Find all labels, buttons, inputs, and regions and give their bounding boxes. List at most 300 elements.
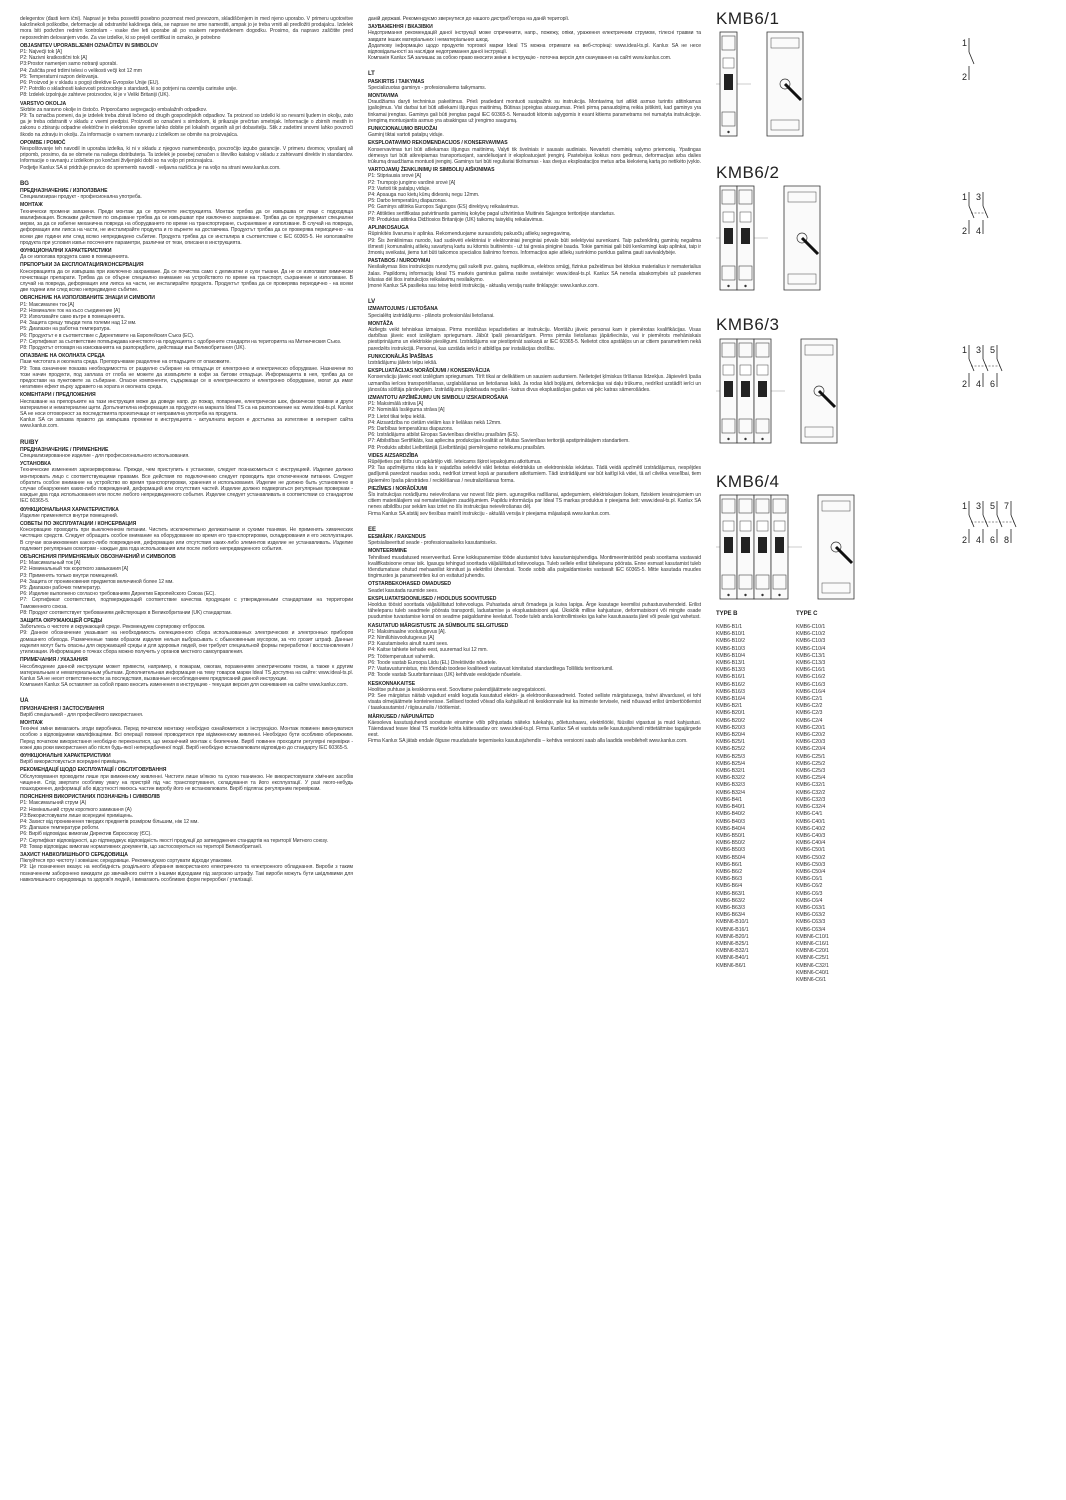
- section-paragraph: P7: Atbilstības Sertifikāts, kas apliecina produkcijas kvalitāt ar Muitas Savienības teritorijā apstiprinātajiem standartiem.: [368, 438, 630, 445]
- text-section: [20, 767, 353, 792]
- section-paragraph: Hoolitse puhtuse ja keskkonna eest. Soovitame pakendijäätmete segregatsiooni.: [368, 686, 546, 693]
- text-section: [368, 581, 701, 593]
- type-item: KMB6-B50/4: [716, 854, 745, 861]
- terminal-number: 6: [990, 534, 995, 545]
- section-paragraph: P5: Диапазон рабочих температур.: [20, 585, 102, 592]
- type-item: KMBN6-B25/1: [716, 940, 749, 947]
- type-item: KMBN6-C40/1: [796, 969, 829, 976]
- type-item: KMB6-C10/1: [796, 624, 826, 631]
- section-heading: EESMÄRK / RAKENDUS: [368, 534, 426, 541]
- section-heading: ПРЕДНАЗНАЧЕНИЕ / ПРИМЕНЕНИЕ: [20, 446, 109, 453]
- type-item: KMB6-C6/2: [796, 883, 823, 890]
- text-section: [20, 521, 353, 552]
- type-item: KMB6-C40/3: [796, 832, 826, 839]
- section-paragraph: P9: Това означение показва необходимостта от разделно събиране на отпадъци от електронно и електрическо оборудване. Назначени по този начин продукти, под заплаха от глоба не можете да изхвърлите в кофи за битови отпадъци. Информацията в нея, трябва да се предостави на пунктовете за събиране. Опасни компоненти, съдържащи се в електрическото и електронно оборудване, могат да имат негативен ефект върху здравето на хората и околната среда.: [20, 365, 353, 391]
- text-section: [20, 720, 353, 751]
- text-section: [20, 16, 353, 41]
- language-code: UA: [20, 698, 29, 705]
- terminal-number: 2: [962, 378, 967, 389]
- text-section: [20, 852, 353, 883]
- type-item: KMB6-B16/4: [716, 696, 745, 703]
- section-paragraph: P1: Максимален ток [A]: [20, 301, 75, 308]
- section-paragraph: Seadet kasutada ruumide sees.: [368, 587, 439, 594]
- section-paragraph: Draudžiama daryti techninius pakeitimus. Prieš pradedant montuoti susipažink su instrukcija. Montavimą turi atlikti asmuo turintis atitinkamus įgaliojimus. Visi darbai turi būti atliekami išjungus maitinimą. Būtinas įsprėgtas atsargumas. Prieš pirmą panaudojimą reikia įsitikinti, kad gaminys yra tinkamai įrengtas. Gaminys gali būti įrengtas pagal IEC 60365-5. Nenaudoti kitomis sąlygomis ir esant kitiems parametrams nei numatyta instrukcijoje. Įrengimą montuojantis asmuo yra atsakingas už įrengimo saugumą.: [368, 99, 701, 124]
- type-item: KMB6-C25/4: [796, 775, 826, 782]
- type-item: KMB6-C40/1: [796, 818, 826, 825]
- section-paragraph: Šīs instrukcijas norādījumu neievērošana var novest līdz piem. ugunsgrēka radīšanai, apdegumiem, elektriskajam šokam, fiziskiem ievainojumiem un citiem materiālajiem vai nemateriālajiem zaudējumiem. Papildu informācija par Ideal TS markas produktus ir pieejama šeit: www.ideal-ts.pl. Kanlux SA nenes atbildību par sekām kas izriet no šīs instrukcijas neievērošanas dēļ.: [368, 492, 701, 511]
- text-section: [368, 79, 701, 91]
- type-b-header: TYPE B: [716, 610, 738, 617]
- type-item: KMB6-B25/2: [716, 746, 745, 753]
- section-paragraph: P3: Применять только внутри помещений.: [20, 572, 119, 579]
- section-paragraph: P3: Vartoti tik patalpų viduje.: [368, 185, 431, 192]
- section-paragraph: Да се използва продукта само в помещенията.: [20, 254, 129, 261]
- type-item: KMB6-C20/1: [796, 724, 826, 731]
- section-paragraph: P9: Šis ženklinimas nurodo, kad sudėvėti elektriniai ir elektroniniai įrenginiai privalo būti selektyviai surenkami. Taip paženklintų gaminių negalima išmesti į komunalinių atliekų savartyną kartu su kitomis buitinėmis - už tai gresia piniginė bauda. Tokie gaminiai gali būti kenksmingi kaip aplinkai, taip ir žmonių sveikatai, jiems turi būti taikomos specialios šalinimo formos. Informacijos apie atliekų surinkimo punktus galima gauti savivaldybėje.: [368, 237, 701, 256]
- type-item: KMB6-B13/1: [716, 660, 745, 667]
- type-item: KMB6-C20/4: [796, 746, 826, 753]
- terminal-number: 2: [962, 226, 967, 237]
- type-item: KMB6-B40/3: [716, 818, 745, 825]
- text-section: [20, 43, 353, 99]
- type-c-header: TYPE C: [796, 610, 818, 617]
- section-heading: MONTEERIMINE: [368, 548, 408, 555]
- section-heading: FUNKCIONALUMO BRUOŽAI: [368, 126, 438, 133]
- screw: [744, 594, 746, 596]
- type-item: KMBN6-C6/1: [796, 976, 827, 983]
- section-paragraph: P8: Toode vastab Suurbritanniaas (UK) kehtivate eeskirjade nõuetele.: [368, 672, 522, 679]
- text-section: [368, 225, 701, 256]
- terminal-number: 3: [976, 192, 981, 203]
- screw: [761, 437, 763, 439]
- text-section: [368, 93, 701, 124]
- breaker-model: [716, 163, 1056, 296]
- text-section: [368, 714, 701, 745]
- type-item: KMB6-B20/1: [716, 710, 745, 717]
- label-window: [740, 521, 751, 531]
- screw: [744, 285, 746, 287]
- section-heading: EKSPLUATATSIOONILISED / HOOLDUS SOOVITUSED: [368, 595, 497, 602]
- breaker-model: [716, 471, 1056, 605]
- type-item: KMB6-C40/2: [796, 825, 826, 832]
- section-paragraph: P7: Сертификат за съответствие потвърждава качеството на продукцията с одобрените стандарти на територията на Митническия Съюз.: [20, 338, 342, 345]
- toggle-lever: [724, 381, 733, 397]
- section-paragraph: P1: Maksimālā strāva [A]: [368, 401, 424, 408]
- terminal-number: 8: [1004, 534, 1009, 545]
- breaker-model: [716, 9, 1056, 142]
- label-window: [757, 521, 768, 531]
- section-heading: МОНТАЖ: [20, 202, 43, 209]
- section-paragraph: P4: Защита от проникновения предметов величиной более 12 мм.: [20, 578, 174, 585]
- section-paragraph: Пази чистотата и околната среда. Препоръчваме разделяне на отпадъците от опаковките.: [20, 359, 231, 366]
- text-section: [368, 354, 701, 366]
- terminal-number: 2: [962, 534, 967, 545]
- section-paragraph: Неспазване на препоръките на тази инструкция може да доведе напр. до пожар, попарение, електрически шок, физически травми и други материални и нематериални щети. Допълнителна информация за продукти на марката Ideal TS са на разположение на: www.ideal-ts.pl. Kanlux SA не носи отговорност за последствията произтичащи от неправилна употреба на продукта.: [20, 398, 353, 417]
- section-paragraph: Firma Kanlux SA jätab endale õiguse muudatuste tegemiseks kasutusjuhendis – kehtiva versiooni saab alla laadida veebilehelt www.kanlux.com.: [368, 738, 688, 745]
- section-paragraph: P9: Данное обозначение указывает на необходимость селекционного сбора использованных электрических и электронных приборов домашнего обихода. Размеченные таким образом изделия нельзя выбрасывать с обыкновенным мусором, за что грозит штраф. Данные изделия могут быть опасны для окружающей среды и для здоровья людей, они требуют специальной формы переработки / восстановления / утилизации. Информацию о точках сбора можно получить у органов местного самоуправления.: [20, 630, 353, 656]
- type-item: KMB6-C20/2: [796, 732, 826, 739]
- type-item: KMB6-C63/3: [796, 919, 826, 926]
- text-section: [368, 534, 701, 546]
- type-item: KMB6-B32/4: [716, 789, 745, 796]
- section-heading: ФУНКЦИОНАЛЬНАЯ ХАРАКТЕРИСТИКА: [20, 506, 119, 513]
- type-item: KMB6-B6/4: [716, 883, 743, 890]
- label-window: [740, 212, 751, 222]
- section-paragraph: P6: Proizvod je v skladu s pogoji direktive Evropske Unije (EU).: [20, 80, 160, 87]
- model-title: KMB6/3: [716, 315, 780, 335]
- section-paragraph: Nespoštovanje teh navodil in uporaba izdelka, ki ni v skladu z njegovo namembnostjo, povzročijo izgubo garancije. V primeru dvomov, vprašanj ali pripomb, prosimo, da se obrnete na našega distributerja. Ta izdelek je posebej označen s številko katalog v skladu z zahtevami direktiv in standardov. Informacije o ravnanju z izdelkom po končani življenjski dobi so na voljo pri proizvajalcu.: [20, 146, 353, 165]
- label-window: [740, 365, 751, 375]
- type-item: KMB6-C16/3: [796, 681, 826, 688]
- text-section: [368, 596, 701, 621]
- section-paragraph: Konservāciju jāveic esot izslēgtam spriegumam. Tīrīt tikai ar delikātiem un sausiem audumiem. Nelietojiet ķīmiskus tīrīšanas līdzekļus. Jāpievērš īpaša uzmanība ierīces transportēšanas, uzglabāšanas un lietošanas laikā. Ja rodas kādi bojājumi, deformācijas vai daļu trūkums, nedrīkst uzstādīt ierīci un jānosūta sūtītāja pārdevējam. Izstrādājums jāpārbauda regulāri - katrus divus ekspluatācijas gadus vai pēc katras sāmerošādes.: [368, 374, 701, 393]
- type-item: KMB6-C16/2: [796, 674, 826, 681]
- section-paragraph: Skrbite za naravno okolje in čistočo. Priporočamo segregacijo embalažnih odpadkov.: [20, 106, 207, 113]
- text-section: [20, 753, 353, 765]
- terminal-number: 4: [976, 226, 981, 237]
- type-item: KMB6-B40/2: [716, 811, 745, 818]
- section-paragraph: Nesilaikymas šios instrukcijos nurodymų gali sukelti pvz. gaisrą, nuplikimus, elektros smūgį, fizinius pažeidimus bei kitokius materialius ir nematerialius žalas. Papildomų informacijų Ideal TS markės gaminius galima rasite svetainėje: www.ideal-ts.pl. Kanlux SA neneša atsakomybės už pasekmes kilusias dėl šios instrukcijos reikalavimų nesilaikymo.: [368, 264, 701, 283]
- section-paragraph: Обслуговування проводити лише при вимкненому живленні. Чистити лише м'якою та сухою тканиною. Не використовувати хімічних засобів чищення. Слід звертати особливу увагу на пристрій під час транспортування, складування та його експлуатації. У разі якого-небудь пошкодження, деформації або відсутності якихось частин виробу його не встановлювати. Виріб підлягає регулярним перевіркам.: [20, 773, 353, 792]
- terminal-number: 4: [976, 534, 981, 545]
- section-paragraph: P4: Apsauga nuo kietų kūnų didesnių negu 12mm.: [368, 192, 480, 199]
- type-item: KMB6-C4/1: [796, 811, 823, 818]
- schematic-contact: [983, 515, 988, 527]
- type-item: KMB6-B40/4: [716, 825, 745, 832]
- type-b-column: [716, 611, 796, 984]
- terminal-number: 3: [976, 500, 981, 511]
- section-paragraph: P2: Nimilühisvoolutugevus [A]: [368, 635, 434, 642]
- type-item: KMB6-B25/3: [716, 753, 745, 760]
- text-section: [368, 258, 701, 289]
- section-heading: КОМЕНТАРИ / ПРЕДЛОЖЕНИЯ: [20, 392, 96, 399]
- terminal-number: 1: [962, 38, 967, 49]
- section-paragraph: P9: Ta označba pomeni, da je izdelek treba zbirati ločeno od drugih gospodinjskih odpadkov. Ta proizvod so izdelki ki so nevarni ljudem in okolju, zato ga je treba odstraniti v skladu z vsemi predpisi. Proizvodi so označeni s simbolom, ki prikazuje prečrtan smetnjak. Informacije o zbirnih mestih in zakonu o zbiranju odpadne električne in elektronske opreme lahko dobite pri lokalnih organih ali pri dobavitelju. Stik z zadetimi snovmi lahko povzroči škodo na zdravju in okolju. Za informacije o varnem ravnanju z izdelkom se obrnite na proizvajalca.: [20, 113, 353, 138]
- language-code: BG: [20, 180, 29, 187]
- section-heading: СОВЕТЫ ПО ЭКСПЛУАТАЦИИ / КОНСЕРВАЦИЯ: [20, 521, 137, 528]
- terminal-number: 5: [990, 344, 995, 355]
- section-paragraph: Specialētq izstrādājums - plānots profesionālai lietošanai.: [368, 312, 495, 319]
- label-window: [757, 365, 768, 375]
- type-item: KMB6-C16/1: [796, 667, 826, 674]
- type-item: KMB6-C2/4: [796, 717, 823, 724]
- section-paragraph: P7: Vastavustunnistus, mis tõendab toodese kvaliteedi vastavust kinnitatud standarditega Tolliliidu territooriumil.: [368, 666, 614, 673]
- type-item: KMB6-B6/3: [716, 876, 743, 883]
- section-heading: ПРЕДНАЗНАЧЕНИЕ / ИЗПОЛЗВАНЕ: [20, 188, 108, 195]
- section-paragraph: даній державі. Рекомендуємо звернутися до нашого дистриб'ютора на даній території.: [368, 16, 570, 22]
- section-paragraph: P5: Діапазон температури роботи.: [20, 825, 100, 832]
- section-paragraph: P6: Izstrādājums atbilst Eiropas Savienības direktīvu prasībām (ES).: [368, 432, 519, 439]
- text-section: [20, 706, 353, 718]
- schematic-contact: [983, 359, 988, 371]
- section-paragraph: Rūpējieties par tīrību un apkārtējo vidi. Ieteicams šķirot iepakojumu atkritumus.: [368, 459, 542, 465]
- section-paragraph: Firma Kanlux SA atstāj sev tiesības mainīt instrukciju - aktuālā versija ir pieejama mājaslapā www.kanlux.com.: [368, 510, 611, 517]
- text-section: [20, 507, 353, 519]
- toggle-lever: [724, 228, 733, 244]
- text-section: [20, 618, 353, 655]
- type-item: KMB6-B63/4: [716, 912, 745, 919]
- toggle-lever: [741, 381, 750, 397]
- section-heading: FUNKCIONĀLĀS ĪPAŠĪBAS: [368, 353, 433, 360]
- section-paragraph: P8: Продуктът отговаря на изискванията на разпоредбите, действащи във Великобритания (UK).: [20, 344, 246, 351]
- type-item: KMB6-B20/4: [716, 732, 745, 739]
- section-paragraph: P1: Максимальний струм (A): [20, 800, 87, 807]
- text-section: [368, 126, 701, 138]
- type-item: KMB6-C63/2: [796, 912, 826, 919]
- terminal-number: 1: [962, 500, 967, 511]
- screw: [727, 594, 729, 596]
- section-paragraph: P8: Produktas atitinka Didžiosios Britanijoje (UK) taikomų taisyklių reikalavimus.: [368, 216, 544, 223]
- toggle-lever: [775, 537, 784, 553]
- section-heading: ЗАУВАЖЕННЯ / ВКАЗІВКИ: [368, 24, 433, 31]
- section-heading: ЗАХИСТ НАВКОЛИШНЬОГО СЕРЕДОВИЩА: [20, 851, 128, 858]
- section-paragraph: P3:Prostor namenjen samo notranji uporabi.: [20, 61, 118, 68]
- section-paragraph: P6: Виріб відповідає вимогам Директив Євросоюзу (ЄС).: [20, 831, 152, 838]
- text-section: [368, 395, 701, 451]
- schematic-contact: [997, 359, 1002, 371]
- section-paragraph: Izstrādājumu jālieto telpu iekšā.: [368, 359, 438, 366]
- screw: [727, 285, 729, 287]
- section-paragraph: P5: Temperaturni razpon delovanja.: [20, 73, 99, 80]
- section-heading: ПОЯСНЕННЯ ВИКОРИСТАНИХ ПОЗНАЧЕНЬ І СИМВОЛІВ: [20, 794, 160, 801]
- type-item: KMB6-C6/3: [796, 890, 823, 897]
- section-paragraph: Įmonė Kanlux SA pasilieka sau teisę keisti instrukciją - aktualią versiją rasite tinklapyje: www.kanlux.com.: [368, 282, 599, 289]
- schematic-contact: [969, 52, 974, 64]
- section-paragraph: P5: Darbo temperatūrų diapazonas.: [368, 198, 448, 205]
- toggle-lever: [724, 537, 733, 553]
- type-item: KMB6-C10/4: [796, 645, 826, 652]
- terminal-number: 6: [990, 378, 995, 389]
- text-section: [368, 453, 701, 484]
- type-item: KMB6-C25/1: [796, 753, 826, 760]
- text-section: [368, 167, 701, 223]
- breaker-model: [716, 315, 1056, 448]
- type-item: KMB6-C32/2: [796, 789, 826, 796]
- type-item: KMB6-B4/1: [716, 796, 743, 803]
- schematic-contact: [969, 359, 974, 371]
- screw: [727, 131, 729, 133]
- schematic-contact: [969, 515, 974, 527]
- section-paragraph: P4: Kaitse tahkete kehade eest, suuremad kui 12 mm.: [368, 647, 488, 654]
- type-item: KMB6-C50/3: [796, 861, 826, 868]
- section-heading: IZMANTOTU APZĪMĒJUMU UN SIMBOLU IZSKAIDROŠANA: [368, 394, 509, 401]
- type-item: KMBN6-C16/1: [796, 940, 829, 947]
- type-item: KMB6-B63/2: [716, 897, 745, 904]
- type-item: KMB6-B1/1: [716, 624, 743, 631]
- section-heading: ПРИЗНАЧЕННЯ / ЗАСТОСУВАННЯ: [20, 705, 104, 712]
- section-heading: EKSPLOATAVIMO REKOMENDACIJOS / KONSERVAVIMAS: [368, 140, 508, 147]
- section-paragraph: P2: Trumpojo jungimo vardinė srovė [A]: [368, 179, 456, 186]
- breaker-drawing: [716, 485, 1046, 605]
- section-heading: ФУНКЦІОНАЛЬНІ ХАРАКТЕРИСТИКИ: [20, 752, 111, 759]
- section-paragraph: P4: Захист від проникнення твердих предметів розміром більшим, ніж 12 мм.: [20, 818, 199, 825]
- type-item: KMB6-B10/1: [716, 631, 745, 638]
- type-item: KMB6-B6/1: [716, 861, 743, 868]
- section-paragraph: P4: Защита срещу твърди тела големи над 12 мм.: [20, 320, 137, 327]
- language-code: RU/BY: [20, 439, 39, 446]
- type-item: KMBN6-B10/1: [716, 919, 749, 926]
- text-column-left: [20, 16, 353, 885]
- label-window: [723, 212, 734, 222]
- section-heading: KASUTATUD MÄRGISTUSTE JA SÜMBOLITE SELGITUSED: [368, 622, 509, 629]
- section-paragraph: Технічні зміни вимагають згоди виробника. Перед початком монтажу необхідно ознайомитися з інструкцією. Монтаж повинен виконуватися особою з відповідними кваліфікаціями. Всі операції повинні проводитися при відімкненому живленні. Необхідно бути особливо обережним. Перед початком використання необхідно переконатися, що механічний монтаж є безпечним. Виріб повинен проходити регулярні перевірки - кожні два роки використання або після будь-якої непередбаченої події. Виріб необхідно встановлювати відповідно до стандарту IEC 60365-5.: [20, 726, 353, 751]
- type-item: KMB6-B6/2: [716, 868, 743, 875]
- text-section: [20, 657, 353, 688]
- section-paragraph: P4: Zaščita pred trdimi telesi o velikosti večji kot 12 mm: [20, 67, 142, 74]
- section-paragraph: Gaminį tiktai vartoti patalpų viduje.: [368, 132, 444, 139]
- section-paragraph: delegentov (đasti kem ični). Napravi je treba posvetiti posebno pozornost med prevozom, skladiščenjem in med njeno uporabo. V primeru ugotovitve kakršnekoli poškodbe, deformacije ali odstranitvi kakšnega dela, se naprave ne sme namestiti, ampak jo je treba vrniti ali predložiti prodajalcu. Izdelek mora biti podvržen rednim kontrolam - vsake dve leti uporabe ali po vsakem nepredvidenem dogodku. Prosimo, da napravo zaščitite pred neposrednim delovanjem vode. Za vse izdelke, ki so prejeli certifikat in oznako, je potrebno: [20, 16, 353, 41]
- type-item: KMB6-B25/1: [716, 739, 745, 746]
- section-paragraph: Компания Kanlux SA оставляет за собой право вносить изменения в инструкцию - текущая версия для скачивания на сайте www.kanlux.com.: [20, 682, 348, 689]
- type-item: KMB6-B50/2: [716, 840, 745, 847]
- type-item: KMB6-B16/1: [716, 674, 745, 681]
- section-heading: ПРЕПОРЪКИ ЗА ЕКСПЛОАТАЦИЯ/КОНСЕРВАЦИЯ: [20, 262, 144, 269]
- type-item: KMB6-B40/1: [716, 804, 745, 811]
- text-section: [368, 681, 701, 712]
- type-item: KMB6-B10/4: [716, 652, 745, 659]
- type-item: KMB6-C32/3: [796, 796, 826, 803]
- text-section: [368, 486, 701, 517]
- breaker-drawing: [716, 176, 1046, 296]
- type-item: KMBN6-B40/1: [716, 955, 749, 962]
- type-item: KMB6-B13/3: [716, 667, 745, 674]
- section-heading: МОНТАЖ: [20, 719, 43, 726]
- text-section: [20, 554, 353, 616]
- type-item: KMB6-B25/4: [716, 760, 745, 767]
- section-paragraph: P3: Kasutamiseks ainult ruumi sees.: [368, 641, 449, 648]
- type-item: KMB6-B32/3: [716, 782, 745, 789]
- terminal-number: 1: [962, 344, 967, 355]
- type-item: KMB6-B2/1: [716, 703, 743, 710]
- section-paragraph: Недотримання рекомендацій даної інструкції може спричинити, напр., пожежу, опіки, ураження електричним струмом, тілесні травми та завдати інших матеріальних і нематеріальних шкод.: [368, 30, 701, 43]
- text-column-middle: [368, 16, 701, 747]
- section-paragraph: Додаткову інформацію щодо продуктів торгової марки Ideal TS можна отримати на веб-сторінці: www.ideal-ts.pl. Kanlux SA не несе відповідальності за наслідки недотримання даної інструкції.: [368, 42, 701, 56]
- type-item: KMBN6-C25/1: [796, 955, 829, 962]
- type-item: KMBN6-B20/1: [716, 933, 749, 940]
- model-title: KMB6/2: [716, 163, 780, 183]
- section-paragraph: P4: Aizsardzība no cietām vielām kas ir lielākas nekā 12mm.: [368, 419, 502, 426]
- section-paragraph: P8: Izdelek izpolnjuje zahteve proizvodov, ki je v Veliki Britaniji (UK).: [20, 92, 170, 99]
- model-title: KMB6/1: [716, 9, 780, 28]
- section-paragraph: P6: Изделие выполнено согласно требованиям Директив Европейского Союза (ЕС).: [20, 591, 216, 598]
- section-paragraph: P5: Darbības temperatūras diapazons.: [368, 425, 454, 432]
- type-item: KMB6-C50/1: [796, 847, 826, 854]
- section-heading: OBJASNITEV UPORABLJENIH OZNAČITEV IN SIMBOLOV: [20, 42, 158, 49]
- section-paragraph: Kanlux SA си запазва правото да извършва промени в инструкцията - актуалната версия е достъпна за изтегляне в интернет сайта www.kanlux.com.: [20, 417, 353, 430]
- schematic-contact: [983, 206, 988, 218]
- type-item: KMB6-C13/1: [796, 652, 826, 659]
- type-item: KMB6-B10/3: [716, 645, 745, 652]
- text-section: [368, 16, 701, 22]
- text-section: [20, 353, 353, 390]
- section-paragraph: Специализированное изделие - для профессионального использования.: [20, 453, 190, 459]
- section-paragraph: Консервацията да се извършва при изключено захранване. Да се почиства само с деликатни и сухи тъкани. Да не се използват химически почистващи препарати. Трябва да се обърне специално внимание на устройството по време на транспорт, съхранение и използване. В случай на повреда, деформация или липса на части, не инсталирайте продукта. Продуктът трябва да се проверява периодично - на всеки две години или след всяко непредвидено събитие.: [20, 268, 353, 294]
- type-item: KMBN6-B32/1: [716, 948, 749, 955]
- type-item: KMB6-C20/3: [796, 739, 826, 746]
- type-item: KMB6-B10/2: [716, 638, 745, 645]
- toggle-lever: [741, 228, 750, 244]
- text-section: [20, 794, 353, 850]
- section-paragraph: Konservavimas turi būti atliekamas išjungus maitinimą. Valyti tik švelniais ir sausais audiniais. Nevartoti cheminių valymo priemonių. Ypatingas dėmesys turi būti atkreipiamas transportuojant, sandėliuojant ir eksploatuojant įrenginį. Pastebėjus kokius nors gedimus, deformacijas arba dalies trūkumą draudžiama montuoti įrenginį. Gaminys turi būti reguliariai tikrinamas - kas dvejus eksploatacijos metus arba kiekvieną kartą po netikėto įvykio.: [368, 146, 701, 166]
- section-paragraph: Компанія Kanlux SA залишає за собою право вносити зміни в інструкцію - поточна версія для скачування на сайті www.kanlux.com.: [368, 55, 672, 62]
- section-heading: ФУНКЦИОНАЛНИ ХАРАКТЕРИСТИКИ: [20, 247, 112, 254]
- section-heading: ОБЪЯСНЕНИЯ ПРИМЕНЯЕМЫХ ОБОЗНАЧЕНИЙ И СИМВОЛОВ: [20, 554, 176, 561]
- text-section: [368, 306, 701, 318]
- section-paragraph: P7: Potrdilo o skladnosti kakovosti proizvodnje s standardi, ki so potrjeni na ozemlju carinske unije.: [20, 86, 238, 93]
- section-paragraph: Изделие применяется внутри помещений.: [20, 512, 119, 519]
- type-item: KMB6-C6/4: [796, 897, 823, 904]
- terminal-number: 4: [976, 378, 981, 389]
- type-item: KMB6-C6/1: [796, 876, 823, 883]
- section-paragraph: P6: Toode vastab Euroopa Liidu (EL) Direktiivide nõuetele.: [368, 659, 497, 666]
- section-paragraph: Виріб спеціальний - для професійного використання.: [20, 711, 144, 718]
- section-paragraph: P6: Продуктът е в съответствие с Директивите на Европейския Съюз (ЕС).: [20, 332, 195, 339]
- toggle-lever: [758, 537, 767, 553]
- section-paragraph: P1: Stipriausia srovė [A]: [368, 173, 422, 180]
- section-paragraph: P8: Товар відповідає вимогам нормативних документів, що застосовуються на території Великобританії.: [20, 843, 263, 850]
- type-item: KMB6-C10/2: [796, 631, 826, 638]
- text-section: [368, 24, 701, 61]
- breaker-drawing: [716, 22, 1046, 142]
- label-window: [723, 365, 734, 375]
- section-paragraph: P2: Номинален ток на късо съединение [A]: [20, 307, 120, 314]
- section-paragraph: Заботьтесь о чистоте и окружающей среде. Рекомендуем сортировку отбросов.: [20, 624, 206, 631]
- language-code: LV: [368, 299, 376, 306]
- type-item: KMBN6-C20/1: [796, 948, 829, 955]
- section-heading: PASTABOS / NURODYMAI: [368, 258, 431, 265]
- section-paragraph: Spetsialiseeritud seade - professionaalseks kasutamiseks.: [368, 540, 497, 547]
- section-paragraph: P8: Produkts atbilst Lielbritānijā (Lielbritānija) piemērojamo noteikumu prasībām.: [368, 444, 546, 451]
- product-column: [716, 9, 1056, 984]
- text-section: [20, 262, 353, 293]
- text-section: [20, 295, 353, 351]
- label-window: [723, 58, 734, 68]
- language-code: EE: [368, 526, 376, 533]
- schematic-contact: [969, 206, 974, 218]
- toggle-lever: [758, 381, 767, 397]
- type-c-column: [796, 611, 876, 984]
- type-item: KMB6-C63/4: [796, 926, 826, 933]
- type-item: KMB6-C16/4: [796, 688, 826, 695]
- type-item: KMBN6-C32/1: [796, 962, 829, 969]
- section-paragraph: Käesoleva kasutusjuhendi soovituste eiramine võib põhjustada näiteks tulekahju, põletushaavu, elektrilööki, füüsilisi vigastusi ja muid kahjustusi. Täiendavad teave Ideal TS markide kohta kättesaadav on: www.ideal-ts.pl. Firma Kanlux SA ei vastuta selle kasutusjuhendi mittetäitmise tagajärgede eest.: [368, 719, 701, 739]
- section-paragraph: P1: Najvećji tok [A]: [20, 49, 62, 56]
- screw: [727, 437, 729, 439]
- terminal-number: 1: [962, 192, 967, 203]
- section-heading: ОПАЗВАНЕ НА ОКОЛНАТА СРЕДА: [20, 353, 105, 360]
- type-item: KMBN6-B6/1: [716, 962, 746, 969]
- type-item: KMB6-C2/1: [796, 696, 823, 703]
- text-section: [368, 321, 701, 352]
- text-section: [20, 447, 353, 459]
- section-paragraph: Tehnilised muudatused reserveeritud. Enne kokkupanemise tööde alustamist tutvu kasutamisjuhendiga. Montimeerimistööd peab sooritama vastavaid kvalifikatsioone omav isik. Igasugu tehingud sooritada väljalülitatud toitevooluga. Tuleb sellele erilist tähelepanu pöörata. Enne esmast kasutamist tuleb tõendumatuse ohutud mehaanilist kinnitust ja elektrilisi ühendusi. Toode sobib alla paigaldamiseks vastavalt IEC 60365-5. Mitte kasutada muudes tingimustes ja parameetrites kui on esitatud juhendis.: [368, 554, 701, 580]
- language-code: LT: [368, 71, 375, 78]
- text-section: [368, 548, 701, 579]
- type-item: KMB6-C2/2: [796, 703, 823, 710]
- section-heading: MONTĀŽA: [368, 320, 394, 327]
- section-heading: PIEZĪMES / NORĀDĪJUMI: [368, 485, 428, 492]
- section-paragraph: Специализиран продукт - професионална употреба.: [20, 194, 142, 201]
- type-item: KMB6-C32/4: [796, 804, 826, 811]
- section-heading: IZMANTOJUMS / LIETOŠANA: [368, 306, 438, 313]
- section-heading: РЕКОМЕНДАЦІЇ ЩОДО ЕКСПЛУАТАЦІЇ / ОБСЛУГОВУВАННЯ: [20, 767, 167, 774]
- section-paragraph: P2: Номінальний струм короткого замикання (A): [20, 806, 132, 813]
- section-paragraph: Rūpinkitės švaruma ir aplinka. Rekomenduojame surausdotų pakuočių atliekų segregavimą.: [368, 231, 571, 238]
- section-paragraph: P9: See märgistus näitab vajadust eraldi koguda kasutatud elektri- ja elektroonikaseadmeid. Tooted selliste märgistusega, trahvi ähvardusel, ei tohi visata olmejäätmete konteinerisse. Sellised tooted võivad olla kahjulikud nii keskkonnale kui ka inimeste tervisele, neid nõuavad erilist ümbertöötlemist / taaskasutamist / riigisuunulis / töötlemist.: [368, 692, 701, 712]
- section-paragraph: P7: Сертифікат відповідності, що підтверджує відповідність якості продукції до затверджених стандартів на території Митного союзу.: [20, 837, 328, 844]
- type-item: KMBN6-B16/1: [716, 926, 749, 933]
- text-section: [20, 202, 353, 245]
